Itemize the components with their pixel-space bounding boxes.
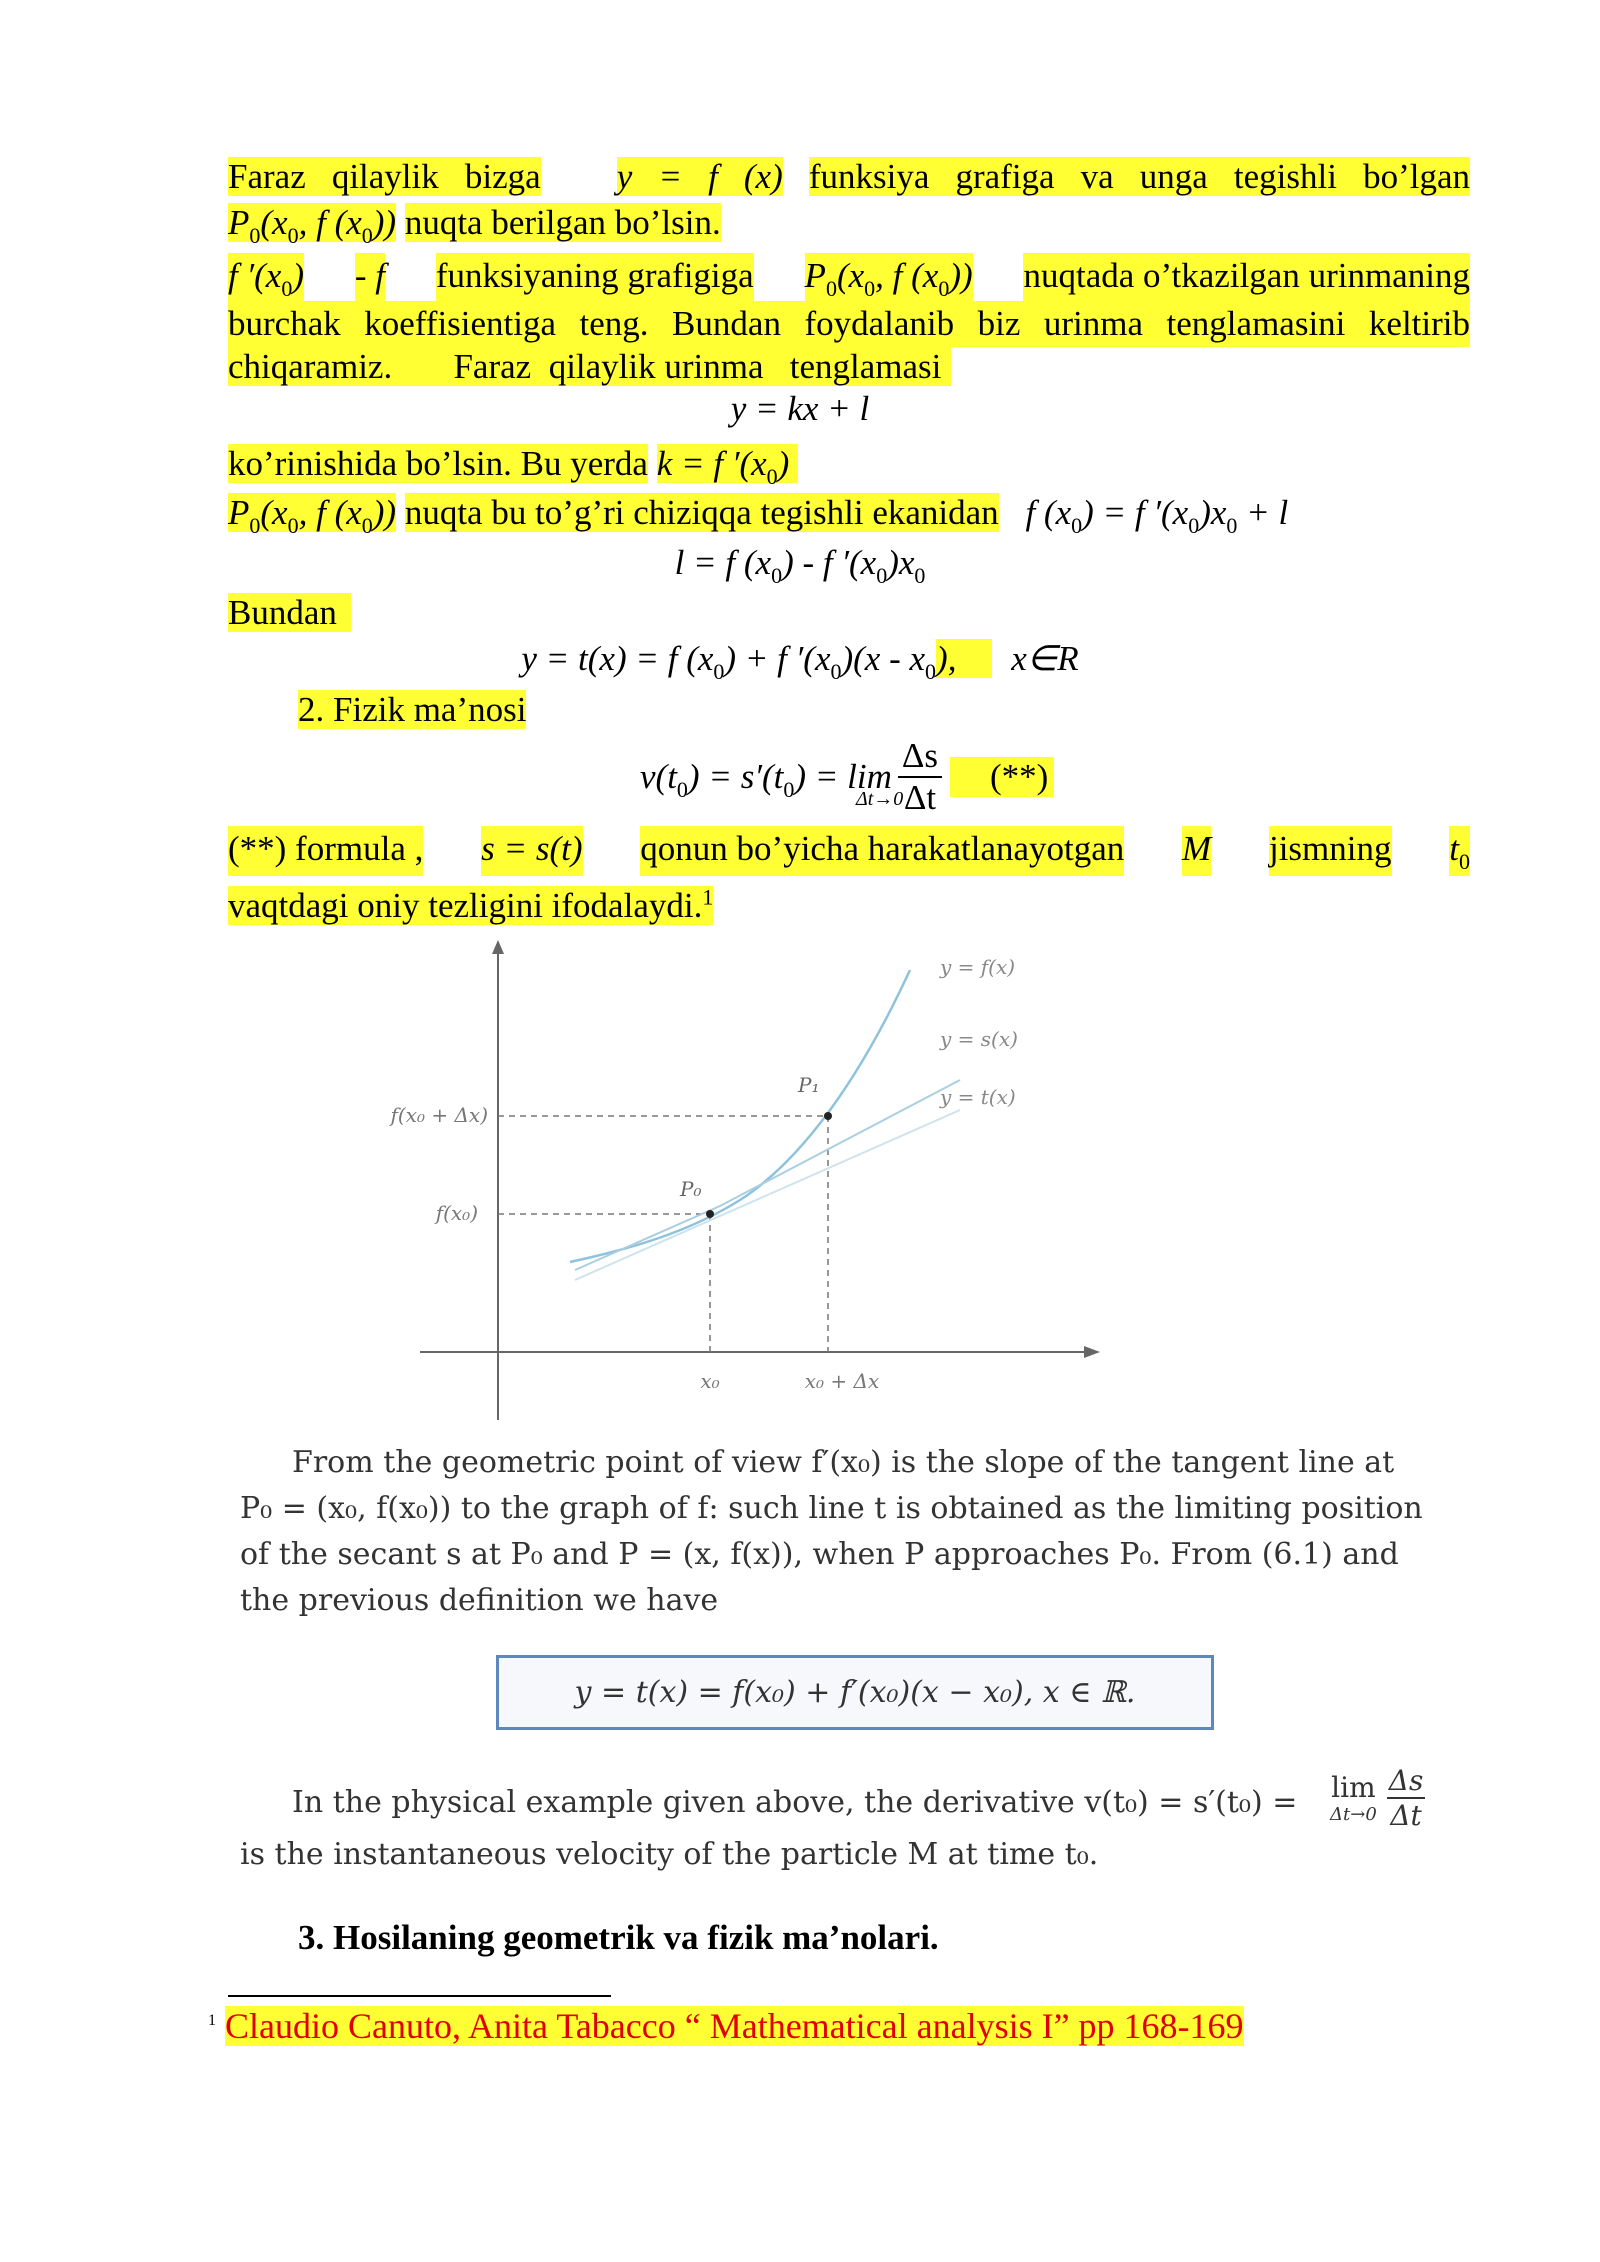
para-line-9 bbox=[228, 874, 713, 929]
label-f-x0: f(x₀) bbox=[435, 1201, 478, 1225]
label-p0: P₀ bbox=[680, 1177, 702, 1201]
text-segment: vaqtdagi oniy tezligini ifodalaydi.$^1$ bbox=[228, 884, 714, 925]
math-k-eq: k = f $'(x_0)$ bbox=[657, 444, 798, 483]
text-segment: funksiya grafiga va unga tegishli bo’lgan bbox=[808, 157, 1470, 196]
para-line-4: burchak koeffisientiga teng. Bundan foydalanib biz urinma tenglamasini keltirib bbox=[228, 301, 1470, 347]
book-line: P₀ = (x₀, f(x₀)) to the graph of f: such line t is obtained as the limiting position bbox=[240, 1491, 1423, 1526]
math-minus-f: - f bbox=[355, 253, 385, 303]
para-line-6 bbox=[228, 441, 798, 491]
lim-subscript: Δt→0 bbox=[856, 788, 904, 810]
math-s-eq: s = s(t) bbox=[481, 826, 582, 876]
equation-l: l = f $(x_0)$ - f $'(x_0)x_0$ bbox=[674, 543, 926, 588]
tangent-t bbox=[575, 1110, 960, 1280]
math-M: M bbox=[1182, 826, 1211, 876]
math-point-p0: $P_0(x_0$, f $(x_0)$) bbox=[805, 253, 973, 303]
text-segment: nuqta bu to’g’ri chiziqqa tegishli ekanidan bbox=[404, 493, 999, 532]
bundan-line bbox=[228, 590, 351, 636]
book-line: is the instantaneous velocity of the particle M at time t₀. bbox=[240, 1837, 1099, 1872]
text-segment: qonun bo’yicha harakatlanayotgan bbox=[640, 826, 1124, 876]
book-line: From the geometric point of view f′(x₀) is the slope of the tangent line at bbox=[292, 1445, 1395, 1480]
label-x0-dx: x₀ + Δx bbox=[804, 1369, 880, 1393]
equation-tangent-general: y = kx + l bbox=[730, 389, 870, 428]
para-line-3 bbox=[228, 253, 1470, 303]
boxed-tangent-equation: y = t(x) = f(x₀) + f′(x₀)(x − x₀), x ∈ ℝ. bbox=[496, 1655, 1214, 1730]
para-line-5 bbox=[228, 344, 951, 390]
book-paragraph-1 bbox=[240, 1440, 1465, 1624]
book-paragraph-2 bbox=[240, 1780, 1465, 1878]
section-2-title bbox=[298, 687, 526, 733]
tangent-secant-figure bbox=[320, 940, 1100, 1440]
equation-tangent: y = t(x) = f $(x_0) + f$ $'(x_0)(x - x_0)$, x∈R bbox=[521, 639, 1079, 684]
point-p1 bbox=[824, 1112, 832, 1120]
math-point-on-line: f $(x_0) = f$ $'(x_0)x_0 + l$ bbox=[1025, 493, 1289, 538]
para-line-1 bbox=[228, 154, 1470, 200]
para-line-2 bbox=[228, 200, 721, 250]
legend-t: y = t(x) bbox=[940, 1085, 1016, 1109]
text-segment: funksiyaning grafigiga bbox=[436, 253, 754, 303]
math-point-p0: $P_0(x_0$, f $(x_0)$) bbox=[228, 493, 397, 538]
math-y-eq-fx: y = f (x) bbox=[616, 157, 783, 196]
footnote bbox=[208, 2005, 1244, 2047]
y-axis-arrow bbox=[492, 940, 504, 954]
para-line-7 bbox=[228, 490, 1288, 540]
text-segment: nuqta berilgan bo’lsin. bbox=[404, 203, 721, 242]
label-f-x0-dx: f(x₀ + Δx) bbox=[390, 1103, 488, 1127]
book-line: of the secant s at P₀ and P = (x, f(x)), when P approaches P₀. From (6.1) and bbox=[240, 1537, 1399, 1572]
book-line: the previous definition we have bbox=[240, 1583, 719, 1618]
footnote-separator bbox=[228, 1995, 611, 1997]
math-fprime-x0: f $'(x_0)$ bbox=[228, 253, 304, 303]
legend-f: y = f(x) bbox=[940, 955, 1016, 979]
footnote-number: 1 bbox=[208, 2012, 216, 2029]
section-3-heading: 3. Hosilaning geometrik va fizik ma’nolari. bbox=[298, 1918, 939, 1957]
label-x0: x₀ bbox=[700, 1369, 720, 1393]
x-axis-arrow bbox=[1084, 1346, 1100, 1358]
footnote-text: Claudio Canuto, Anita Tabacco “ Mathematical analysis I” pp 168-169 bbox=[225, 2006, 1244, 2046]
text-segment: (**) formula , bbox=[228, 826, 423, 876]
equation-velocity: $v(t_0) = s'(t_0) = \lim$ Δs Δt (**) bbox=[640, 732, 1054, 822]
text-segment: 2. Fizik ma’nosi bbox=[298, 690, 527, 729]
text-segment: ko’rinishida bo’lsin. Bu yerda bbox=[228, 444, 648, 483]
text-segment: nuqtada o’tkazilgan urinmaning bbox=[1023, 253, 1469, 303]
math-t0: $t_0$ bbox=[1449, 826, 1470, 876]
legend-s: y = s(x) bbox=[940, 1027, 1018, 1051]
text-segment: Bundan bbox=[228, 593, 351, 632]
label-p1: P₁ bbox=[798, 1073, 820, 1097]
text-segment: Faraz qilaylik bizga bbox=[228, 157, 541, 196]
math-point-p0: $P_0(x_0$, f $(x_0)$) bbox=[228, 203, 397, 248]
point-p0 bbox=[706, 1210, 714, 1218]
para-line-8 bbox=[228, 826, 1470, 876]
equation-tag: (**) bbox=[950, 757, 1054, 797]
text-segment: jismning bbox=[1269, 826, 1392, 876]
book-lim-fraction: lim Δt→0 Δs Δt bbox=[1330, 1764, 1424, 1832]
secant-s bbox=[575, 1080, 960, 1270]
book-line: In the physical example given above, the derivative v(t₀) = s′(t₀) = bbox=[292, 1785, 1298, 1820]
fraction: Δs Δt bbox=[898, 736, 942, 818]
text-segment: chiqaramiz. Faraz qilaylik urinma tenglamasi bbox=[228, 347, 951, 386]
